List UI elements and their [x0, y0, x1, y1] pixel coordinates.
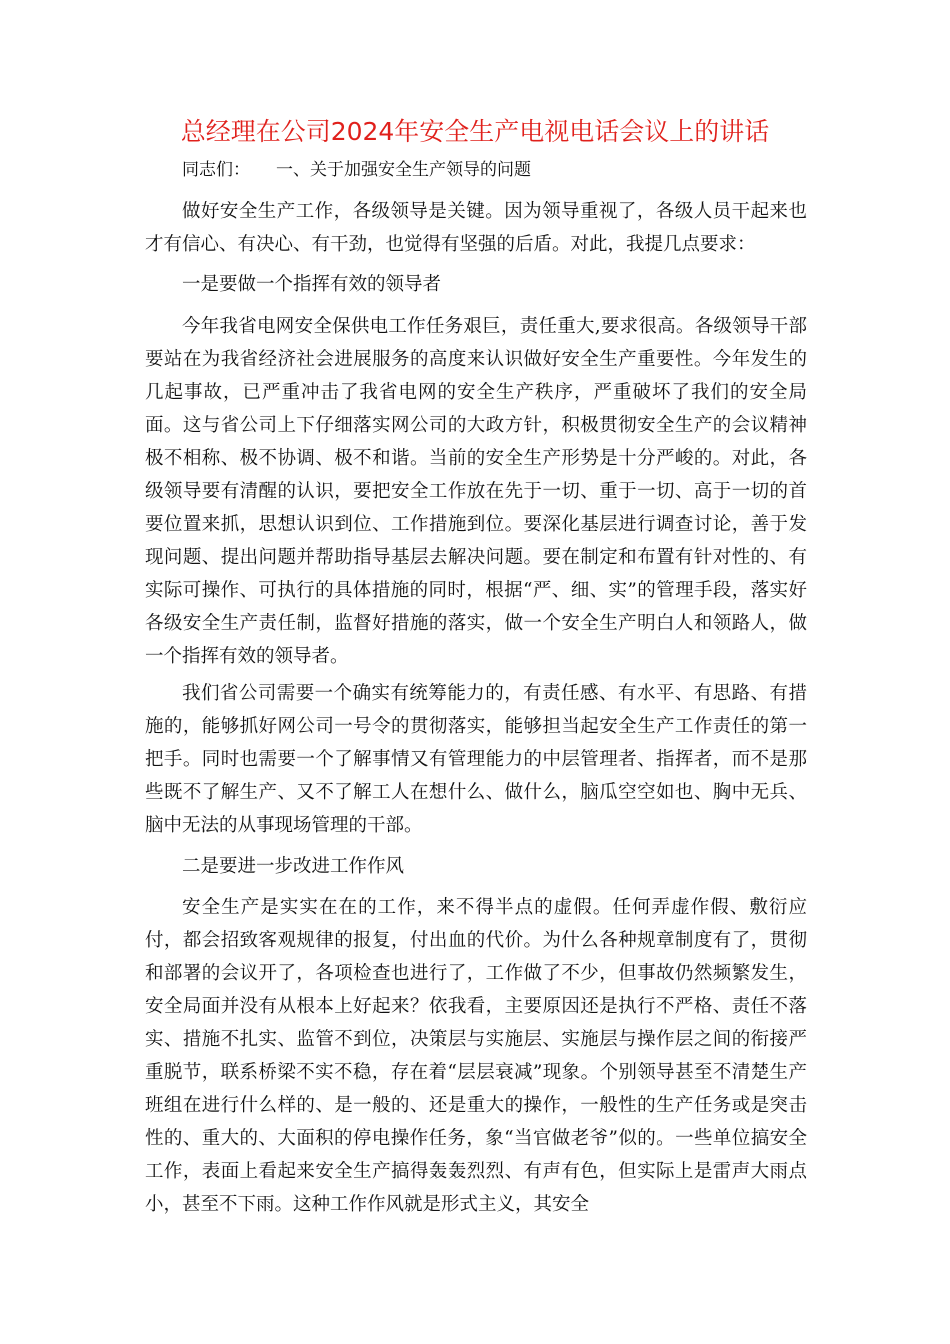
paragraph-workstyle: 安全生产是实实在在的工作，来不得半点的虚假。任何弄虚作假、敷衍应付，都会招致客观规律的报复，付出血的代价。为什么各种规章制度有了，贯彻和部署的会议开了，各项检查也进行了，工作做了不少，但事故仍然频繁发生，安全局面并没有从根本上好起来？依我看，主要原因还是执行不严格、责任不落实、措施不扎实、监管不到位，决策层与实施层、实施层与操作层之间的衔接严重脱节，联系桥梁不实不稳，存在着“层层衰减”现象。个别领导甚至不清楚生产班组在进行什么样的、是一般的、还是重大的操作，一般性的生产任务或是突击性的、重大的、大面积的停电操作任务，象“当官做老爷”似的。一些单位搞安全工作，表面上看起来安全生产搞得轰轰烈烈、有声有色，但实际上是雷声大雨点小，甚至不下雨。这种工作作风就是形式主义，其安全	[145, 897, 807, 1215]
subheading-1: 一是要做一个指挥有效的领导者	[182, 274, 442, 295]
salutation: 同志们：	[182, 160, 250, 180]
paragraph-leader: 今年我省电网安全保供电工作任务艰巨，责任重大,要求很高。各级领导干部要站在为我省经济社会进展服务的高度来认识做好安全生产重要性。今年发生的几起事故，已严重冲击了我省电网的安全生产秩序，严重破坏了我们的安全局面。这与省公司上下仔细落实网公司的大政方针，积极贯彻安全生产的会议精神极不相称、极不协调、极不和谐。当前的安全生产形势是十分严峻的。对此，各级领导要有清醒的认识，要把安全工作放在先于一切、重于一切、高于一切的首要位置来抓，思想认识到位、工作措施到位。要深化基层进行调查讨论，善于发现问题、提出问题并帮助指导基层去解决问题。要在制定和布置有针对性的、有实际可操作、可执行的具体措施的同时，根据“严、细、实”的管理手段，落实好各级安全生产责任制，监督好措施的落实，做一个安全生产明白人和领路人，做一个指挥有效的领导者。	[145, 316, 807, 667]
salutation-line	[182, 155, 531, 185]
paragraph-intro: 做好安全生产工作，各级领导是关键。因为领导重视了，各级人员干起来也才有信心、有决心、有干劲，也觉得有坚强的后盾。对此，我提几点要求：	[145, 201, 807, 255]
paragraph-provincial: 我们省公司需要一个确实有统筹能力的，有责任感、有水平、有思路、有措施的，能够抓好网公司一号令的贯彻落实，能够担当起安全生产工作责任的第一把手。同时也需要一个了解事情又有管理能力的中层管理者、指挥者，而不是那些既不了解生产、又不了解工人在想什么、做什么，脑瓜空空如也、胸中无兵、脑中无法的从事现场管理的干部。	[145, 683, 807, 836]
section-heading-1: 一、关于加强安全生产领导的问题	[276, 160, 531, 180]
subheading-2: 二是要进一步改进工作作风	[182, 856, 405, 877]
document-title: 总经理在公司2024年安全生产电视电话会议上的讲话	[180, 117, 770, 146]
